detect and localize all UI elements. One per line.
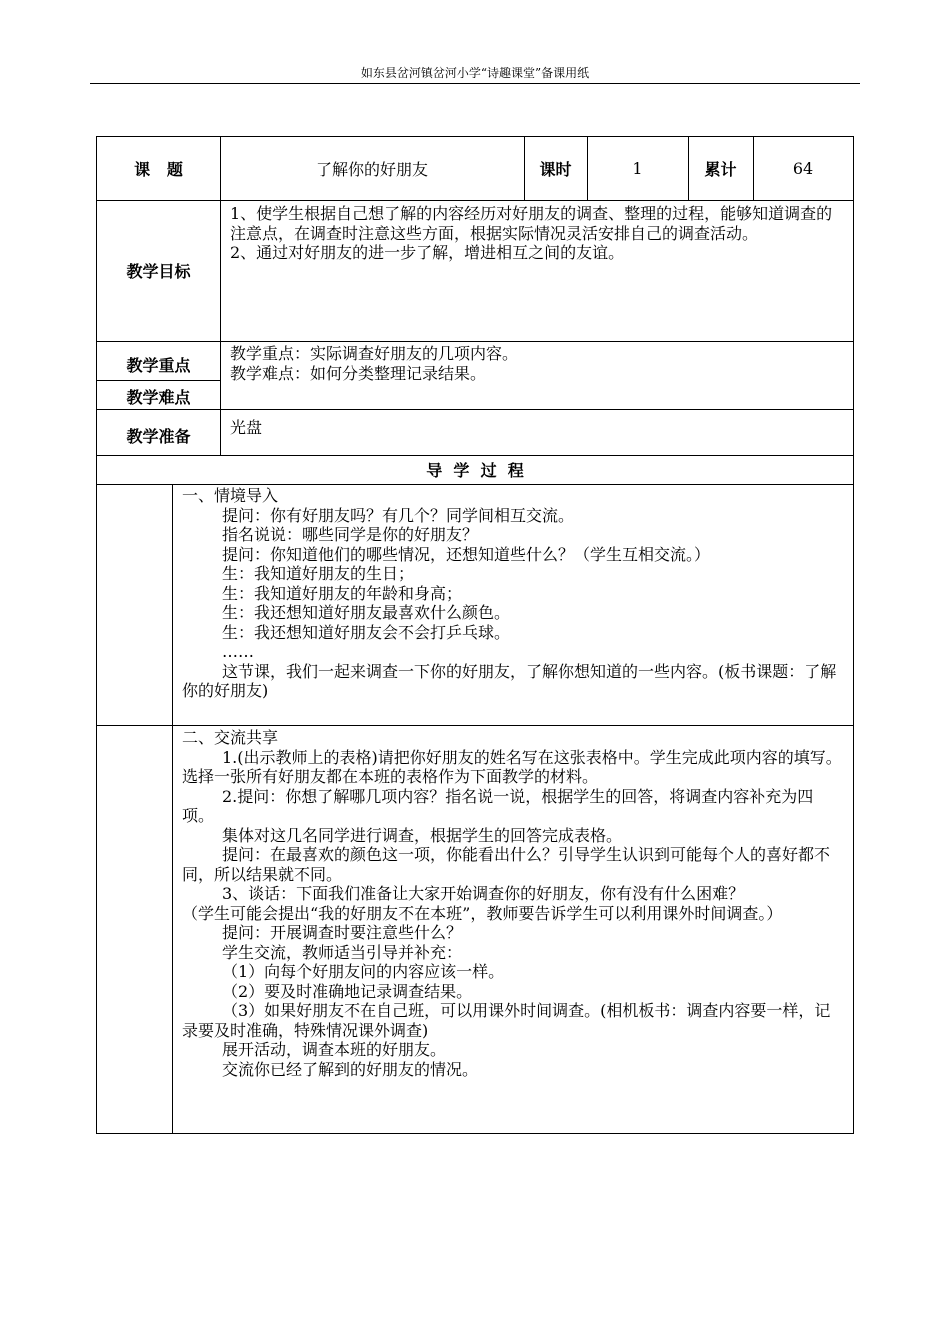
topic-value-cell [220,136,525,201]
key-point-text: 教学重点：实际调查好朋友的几项内容。 [230,344,519,363]
header-rule [90,83,860,84]
section2-line: 提问：在最喜欢的颜色这一项，你能看出什么？引导学生认识到可能每个人的喜好都不同，所以结果就不同。 [182,845,831,884]
prep-label: 教学准备 [126,426,191,446]
process-title-cell [96,455,854,485]
section1-line: 这节课，我们一起来调查一下你的好朋友，了解你想知道的一些内容。(板书课题：了解你的好朋友) [182,661,837,700]
hours-label-cell [524,136,588,201]
section1-line: 生：我知道好朋友的年龄和身高； [222,583,463,603]
section2-line: 展开活动，调查本班的好朋友。 [222,1040,447,1059]
section2-margin-cell [96,725,173,1134]
goal-item: 2、通过对好朋友的进一步了解，增进相互之间的友谊。 [230,243,625,262]
topic-value: 了解你的好朋友 [315,160,428,179]
section1-line: 生：我还想知道好朋友会不会打乒乓球。 [222,622,511,642]
section1-line: …… [222,642,254,661]
goals-label-cell [96,200,221,342]
key-point-label: 教学重点 [126,356,191,375]
key-points-content-cell [220,341,854,410]
section2-line: 1.(出示教师上的表格)请把你好朋友的姓名写在这张表格中。学生完成此项内容的填写。选择一张所有好朋友都在本班的表格作为下面教学的材料。 [182,747,842,786]
key-point-label-cell [96,341,221,381]
prep-label-cell [96,409,221,456]
topic-label: 课 题 [134,160,183,179]
section2-line: （学生可能会提出“我的好朋友不在本班”，教师要告诉学生可以利用课外时间调查。） [182,903,783,923]
topic-label-cell [96,136,221,201]
hours-label: 课时 [539,160,572,179]
difficult-point-label: 教学难点 [126,388,191,407]
section1-line: 生：我知道好朋友的生日； [222,564,415,583]
section2-line: 学生交流，教师适当引导并补充： [222,942,463,962]
goals-label: 教学目标 [126,262,191,281]
difficult-point-label-cell [96,380,221,410]
section2-line: （3）如果好朋友不在自己班，可以用课外时间调查。(相机板书：调查内容要一样，记录要及时准确，特殊情况课外调查) [182,1001,831,1040]
section2-heading: 二、交流共享 [182,728,279,747]
process-title: 导 学 过 程 [426,461,524,480]
section1-margin-cell [96,484,173,726]
page-header: 如东县岔河镇岔河小学“诗趣课堂”备课用纸 [360,66,590,80]
section1-line: 提问：你有好朋友吗？有几个？同学间相互交流。 [222,505,575,525]
section2-content-cell [172,725,854,1134]
section1-line: 生：我还想知道好朋友最喜欢什么颜色。 [222,603,511,622]
section1-line: 提问：你知道他们的哪些情况，还想知道些什么？（学生互相交流。） [222,544,711,564]
total-label-cell [688,136,754,201]
section1-content-cell [172,484,854,726]
section2-line: （2）要及时准确地记录调查结果。 [222,981,473,1001]
total-value-cell [753,136,854,201]
total-value: 64 [792,159,814,178]
section2-line: （1）向每个好朋友问的内容应该一样。 [222,962,505,981]
prep-content-cell [220,409,854,456]
section2-line: 集体对这几名同学进行调查，根据学生的回答完成表格。 [222,825,623,845]
section2-line: 提问：开展调查时要注意些什么？ [222,923,463,942]
difficult-point-text: 教学难点：如何分类整理记录结果。 [230,363,487,383]
prep-value: 光盘 [230,418,263,437]
total-label: 累计 [704,160,737,179]
section2-line: 交流你已经了解到的好朋友的情况。 [222,1059,479,1079]
goal-item: 1、使学生根据自己想了解的内容经历对好朋友的调查、整理的过程，能够知道调查的注意点，在调查时注意这些方面，根据实际情况灵活安排自己的调查活动。 [230,204,833,243]
section2-line: 3、谈话：下面我们准备让大家开始调查你的好朋友，你有没有什么困难？ [222,884,745,903]
hours-value-cell [587,136,689,201]
hours-value: 1 [632,159,643,178]
section2-line: 2.提问：你想了解哪几项内容？指名说一说，根据学生的回答，将调查内容补充为四项。 [182,786,814,825]
section1-heading: 一、情境导入 [182,486,279,505]
goals-content-cell [220,200,854,342]
section1-line: 指名说说：哪些同学是你的好朋友？ [222,525,479,544]
